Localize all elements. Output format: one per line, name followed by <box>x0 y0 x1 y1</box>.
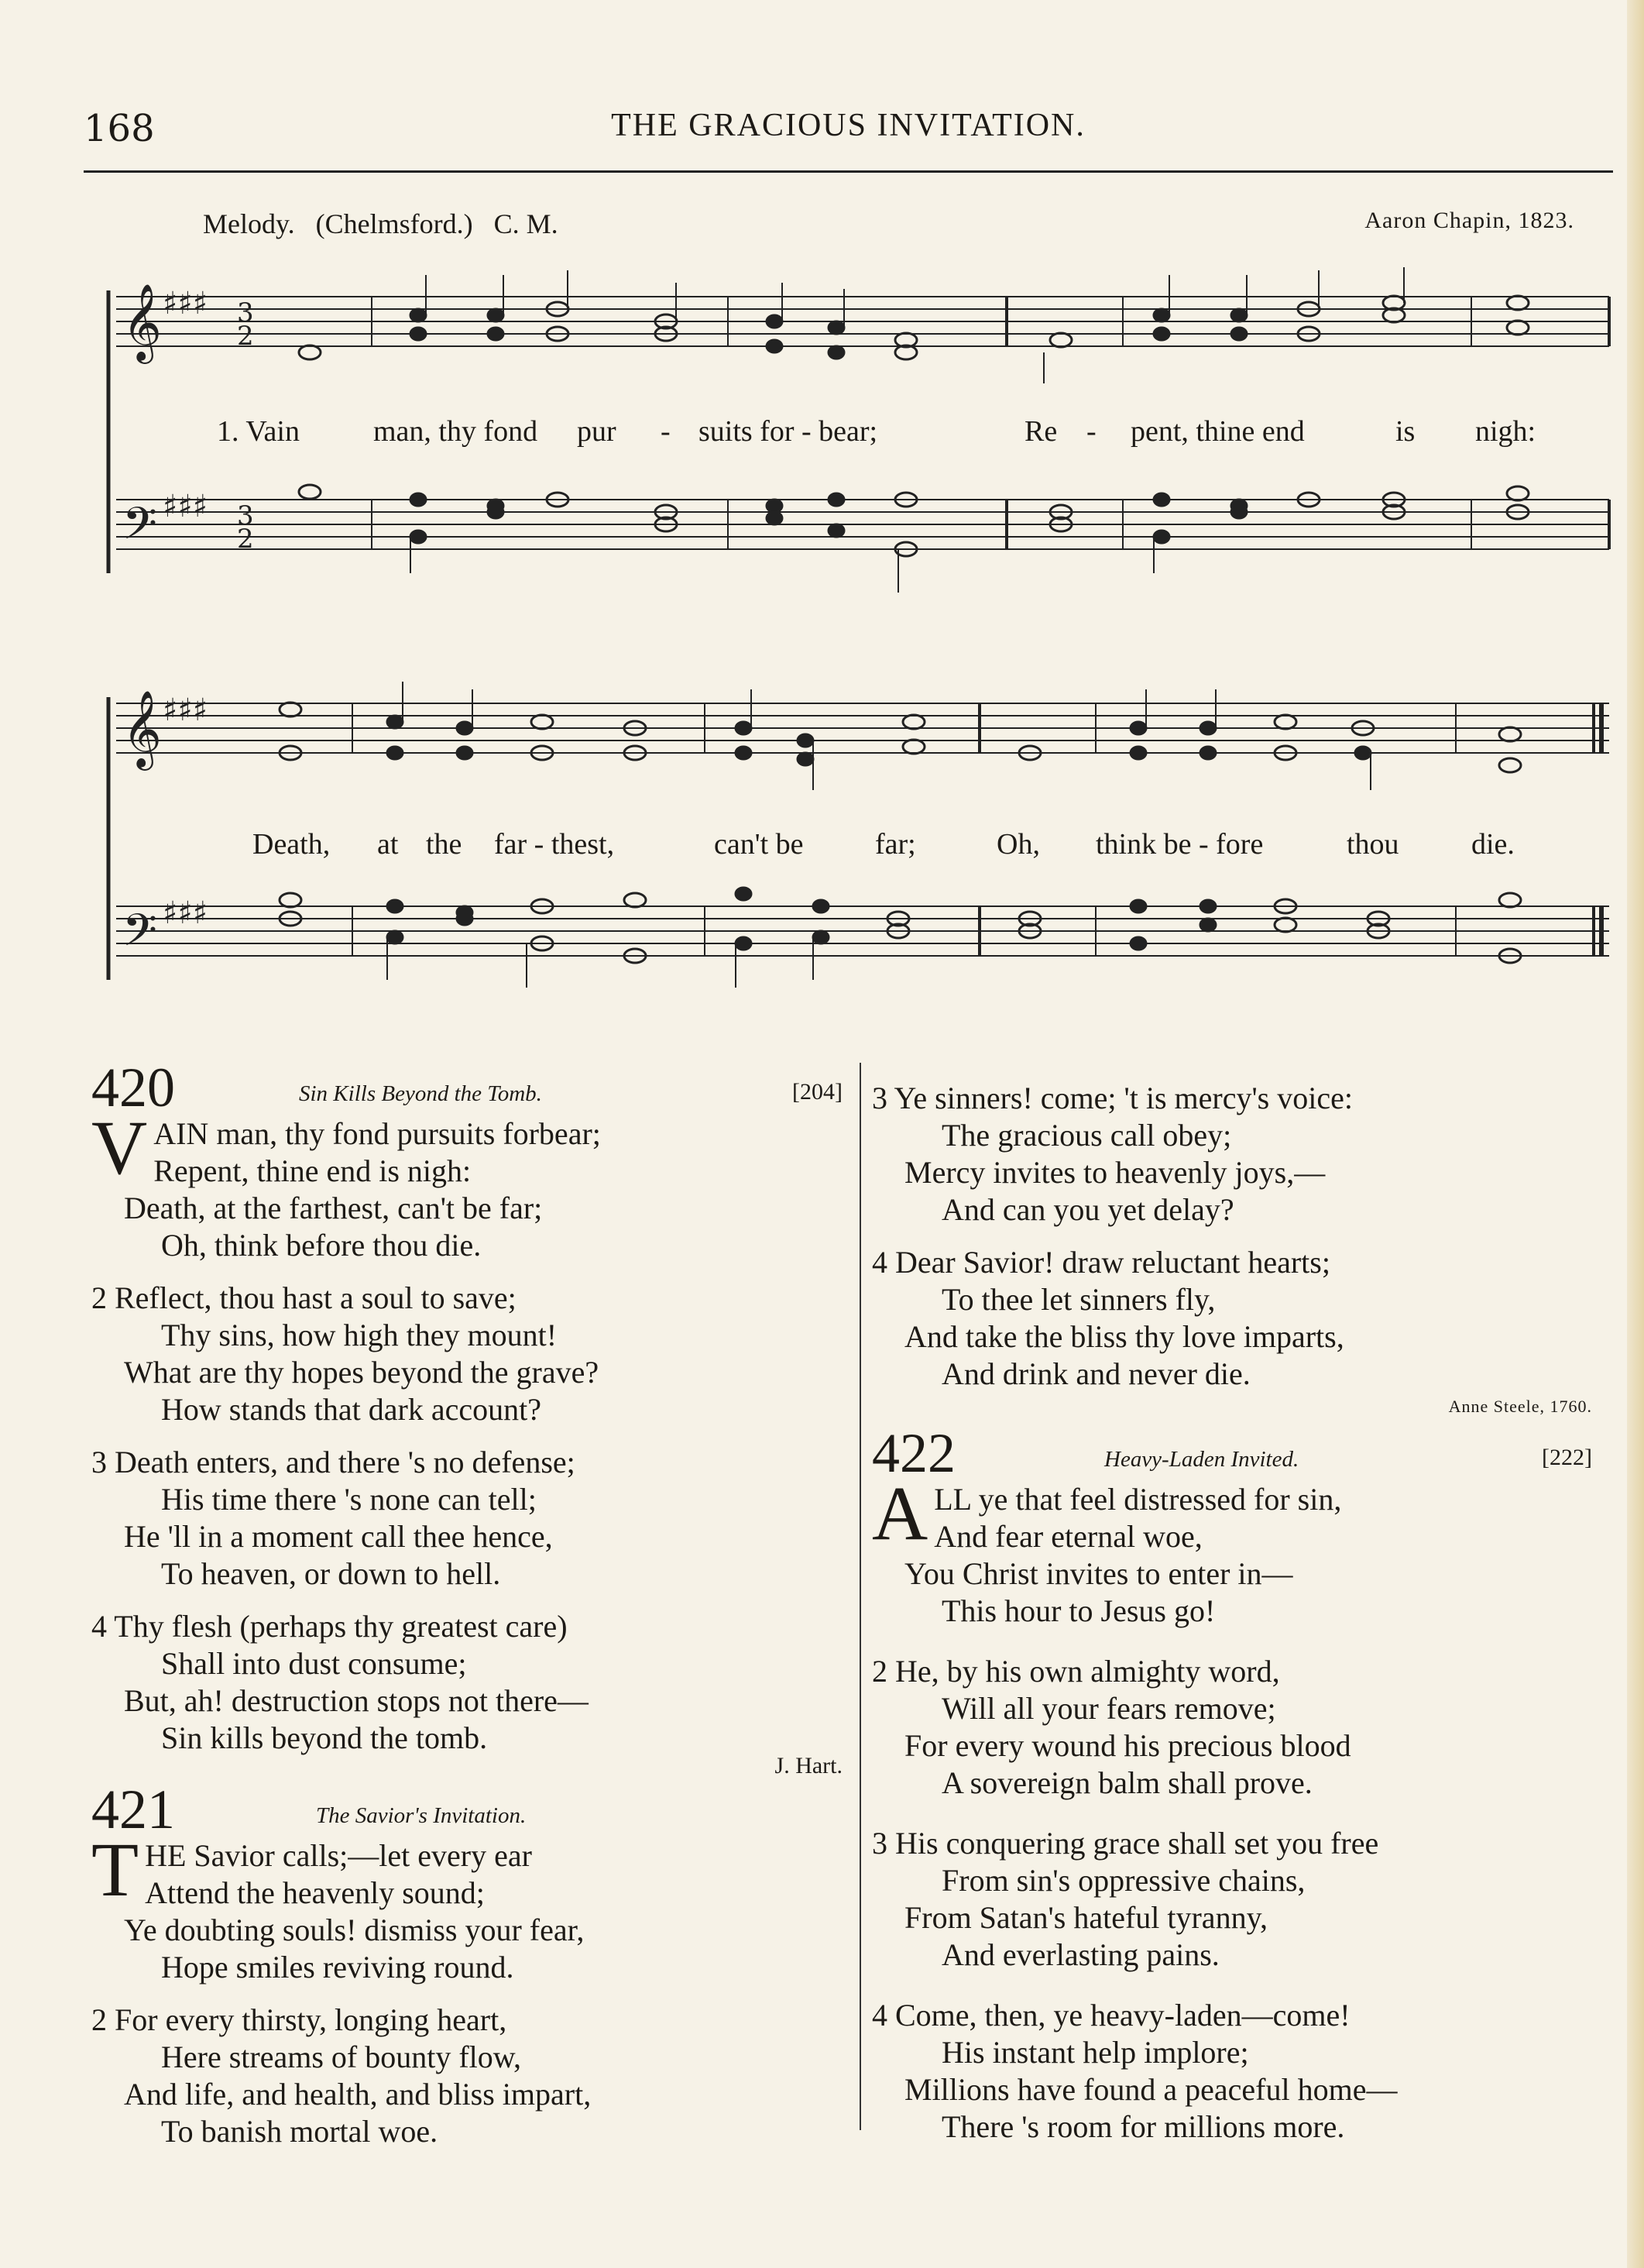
hymn-421-stanza-4 <box>872 1244 1592 1393</box>
verse-line: Death, at the farthest, can't be far; <box>124 1191 543 1225</box>
verse-line: And drink and never die. <box>942 1356 1251 1391</box>
verse-line: He 'll in a moment call thee hence, <box>124 1519 553 1554</box>
verse-line: Hope smiles reviving round. <box>161 1950 514 1984</box>
hymn-number: 421 <box>91 1778 175 1840</box>
verse-line: From Satan's hateful tyranny, <box>904 1900 1268 1935</box>
tune-meter: C. M. <box>493 208 558 239</box>
hymn-421-heading <box>91 1778 843 1840</box>
hymn-422-stanza-3 <box>872 1825 1592 1974</box>
drop-cap: T <box>91 1826 139 1912</box>
verse-line: 3 His conquering grace shall set you free <box>872 1826 1379 1861</box>
hymn-title: Heavy-Laden Invited. <box>1104 1447 1299 1472</box>
svg-text:♯♯♯: ♯♯♯ <box>163 895 208 931</box>
verse-line: Sin kills beyond the tomb. <box>161 1720 488 1755</box>
hymn-author: Anne Steele, 1760. <box>1448 1397 1592 1416</box>
verse-line: 2 For every thirsty, longing heart, <box>91 2002 507 2037</box>
verse-line: And fear eternal woe, <box>934 1519 1203 1554</box>
verse-line: And life, and health, and bliss impart, <box>124 2077 592 2112</box>
verse-line: You Christ invites to enter in— <box>904 1556 1293 1591</box>
verse-line: Oh, think before thou die. <box>161 1228 482 1263</box>
verse-line: 4 Dear Savior! draw reluctant hearts; <box>872 1245 1330 1280</box>
verse-line: His time there 's none can tell; <box>161 1482 537 1517</box>
verse-line: 3 Death enters, and there 's no defense; <box>91 1445 575 1479</box>
hymn-420-stanza-2 <box>91 1280 843 1428</box>
music-lyrics-line-2 <box>0 827 1644 866</box>
svg-text:♯♯♯: ♯♯♯ <box>163 286 208 321</box>
verse-line: HE Savior calls;—let every ear <box>145 1838 532 1873</box>
svg-text:𝄢: 𝄢 <box>122 497 158 561</box>
drop-cap: V <box>91 1105 148 1191</box>
hymn-title: The Savior's Invitation. <box>316 1803 527 1828</box>
verse-line: Will all your fears remove; <box>942 1691 1276 1726</box>
running-title: THE GRACIOUS INVITATION. <box>611 108 1086 143</box>
svg-text:♯♯♯: ♯♯♯ <box>163 489 208 524</box>
hymn-422-stanza-4 <box>872 1997 1592 2146</box>
verse-line: LL ye that feel distressed for sin, <box>934 1482 1342 1517</box>
verse-line: The gracious call obey; <box>942 1118 1232 1153</box>
svg-text:2: 2 <box>237 524 254 555</box>
lyric-syllable: nigh: <box>1475 415 1536 448</box>
hymn-title: Sin Kills Beyond the Tomb. <box>299 1081 542 1106</box>
verse-line: For every wound his precious blood <box>904 1728 1351 1763</box>
verse-line: AIN man, thy fond pursuits forbear; <box>153 1116 601 1151</box>
header-rule <box>84 170 1613 173</box>
hymn-421-stanza-1 <box>91 1826 843 1986</box>
hymn-420-stanza-3 <box>91 1444 843 1593</box>
music-lyrics-line-1 <box>0 414 1644 453</box>
verse-line: 2 He, by his own almighty word, <box>872 1654 1280 1689</box>
composer: Aaron Chapin, 1823. <box>1364 208 1574 233</box>
lyric-syllable: die. <box>1471 828 1515 861</box>
lyric-syllable: the <box>426 828 462 861</box>
verse-line: To banish mortal woe. <box>161 2114 438 2149</box>
lyric-syllable: Oh, <box>997 828 1040 861</box>
hymn-422-heading <box>872 1422 1592 1484</box>
hymn-column-left <box>91 1057 843 2166</box>
verse-line: 2 Reflect, thou hast a soul to save; <box>91 1280 517 1315</box>
verse-line: How stands that dark account? <box>161 1392 541 1427</box>
hymn-column-right <box>872 1080 1592 2161</box>
melody-label: Melody. <box>203 208 295 239</box>
verse-line: To thee let sinners fly, <box>942 1282 1216 1317</box>
verse-line: His instant help implore; <box>942 2035 1249 2070</box>
verse-line: This hour to Jesus go! <box>942 1593 1216 1628</box>
verse-line: Millions have found a peaceful home— <box>904 2072 1398 2107</box>
svg-text:𝄞: 𝄞 <box>122 284 162 361</box>
verse-line: Ye doubting souls! dismiss your fear, <box>124 1912 585 1947</box>
lyric-syllable: - <box>661 415 671 448</box>
hymn-number: 422 <box>872 1422 956 1484</box>
lyric-syllable: suits for - bear; <box>698 415 878 448</box>
svg-text:3: 3 <box>237 500 254 531</box>
hymn-420-heading <box>91 1057 843 1119</box>
verse-line: 3 Ye sinners! come; 't is mercy's voice: <box>872 1081 1353 1115</box>
hymn-420-stanza-1 <box>91 1105 843 1264</box>
verse-line: Repent, thine end is nigh: <box>153 1153 472 1188</box>
lyric-syllable: think be - fore <box>1096 828 1264 861</box>
page-header <box>84 107 1613 153</box>
lyric-syllable: far - thest, <box>494 828 615 861</box>
verse-line: A sovereign balm shall prove. <box>942 1765 1313 1800</box>
verse-line: Attend the heavenly sound; <box>145 1875 485 1910</box>
hymn-422-stanza-2 <box>872 1653 1592 1802</box>
hymn-421-stanza-3 <box>872 1080 1592 1228</box>
verse-line: There 's room for millions more. <box>942 2109 1345 2144</box>
drop-cap: A <box>872 1470 928 1556</box>
verse-line: And everlasting pains. <box>942 1937 1220 1972</box>
tune-info <box>203 208 558 240</box>
hymn-number: 420 <box>91 1057 175 1119</box>
hymn-tune-ref: [204] <box>792 1079 843 1105</box>
svg-text:2: 2 <box>237 321 254 352</box>
lyric-syllable: pent, thine end <box>1131 415 1305 448</box>
verse-line: 4 Come, then, ye heavy-laden—come! <box>872 1998 1351 2033</box>
hymn-author: J. Hart. <box>774 1753 843 1778</box>
lyric-syllable: thou <box>1347 828 1399 861</box>
lyric-syllable: is <box>1395 415 1416 448</box>
lyric-syllable: at <box>377 828 399 861</box>
lyric-syllable: pur <box>577 415 616 448</box>
verse-line: 4 Thy flesh (perhaps thy greatest care) <box>91 1609 568 1644</box>
svg-text:𝄞: 𝄞 <box>122 690 162 768</box>
hymn-420-stanza-4 <box>91 1608 843 1757</box>
lyric-syllable: Death, <box>252 828 331 861</box>
lyric-syllable: 1. Vain <box>217 415 300 448</box>
column-divider <box>860 1063 861 2130</box>
verse-line: Here streams of bounty flow, <box>161 2039 522 2074</box>
verse-line: And take the bliss thy love imparts, <box>904 1319 1344 1354</box>
lyric-syllable: Re <box>1024 415 1058 448</box>
lyric-syllable: - <box>1086 415 1097 448</box>
verse-line: To heaven, or down to hell. <box>161 1556 501 1591</box>
verse-line: Mercy invites to heavenly joys,— <box>904 1155 1326 1190</box>
lyric-syllable: far; <box>875 828 916 861</box>
verse-line: Shall into dust consume; <box>161 1646 467 1681</box>
verse-line: And can you yet delay? <box>942 1192 1234 1227</box>
hymn-421-stanza-2 <box>91 2002 843 2150</box>
verse-line: But, ah! destruction stops not there— <box>124 1683 589 1718</box>
svg-text:𝄢: 𝄢 <box>122 904 158 967</box>
hymn-422-stanza-1 <box>872 1470 1592 1630</box>
verse-line: From sin's oppressive chains, <box>942 1863 1306 1898</box>
lyric-syllable: can't be <box>714 828 804 861</box>
hymn-tune-ref: [222] <box>1542 1445 1592 1470</box>
tune-name: (Chelmsford.) <box>315 208 473 239</box>
svg-text:3: 3 <box>237 297 254 328</box>
lyric-syllable: man, thy fond <box>373 415 538 448</box>
verse-line: What are thy hopes beyond the grave? <box>124 1355 599 1390</box>
svg-text:♯♯♯: ♯♯♯ <box>163 692 208 728</box>
verse-line: Thy sins, how high they mount! <box>161 1318 558 1352</box>
page-number: 168 <box>84 107 155 150</box>
